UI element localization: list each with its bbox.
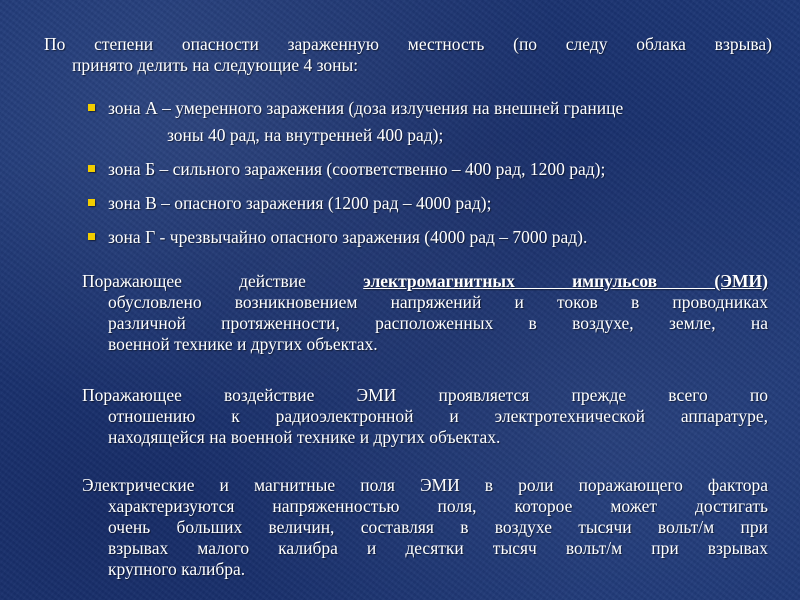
emi-highlight: электромагнитных импульсов (ЭМИ) (363, 271, 768, 291)
intro-line-2: принято делить на следующие 4 зоны: (72, 55, 359, 75)
bullet-square-icon (88, 233, 95, 240)
zone-g-text: зона Г - чрезвычайно опасного заражения (4000 рад – 7000 рад). (108, 227, 588, 247)
zone-a-continuation: зоны 40 рад, на внутренней 400 рад); (167, 125, 444, 145)
paragraph-emi-effect-line-4: военной технике и других объектах. (108, 334, 378, 354)
paragraph-emi-fields (82, 475, 768, 580)
paragraph-emi-fields-line-4: взрывах малого калибра и десятки тысяч вольт/м при взрывах (108, 538, 768, 558)
paragraph-emi-impact-line-2: отношению к радиоэлектронной и электротехнической аппаратуре, (108, 406, 768, 426)
paragraph-emi-effect (82, 271, 768, 355)
paragraph-emi-fields-line-3: очень больших величин, составляя в воздухе тысячи вольт/м при (108, 517, 768, 537)
paragraph-emi-impact (82, 385, 768, 448)
emi-effect-lead: Поражающее действие (82, 271, 306, 291)
paragraph-emi-effect-line-3: различной протяженности, расположенных в воздухе, земле, на (108, 313, 768, 333)
paragraph-emi-effect-line-2: обусловлено возникновением напряжений и токов в проводниках (108, 292, 768, 312)
paragraph-emi-impact-line-1: Поражающее воздействие ЭМИ проявляется прежде всего по (82, 385, 768, 405)
bullet-square-icon (88, 165, 95, 172)
paragraph-emi-fields-line-1: Электрические и магнитные поля ЭМИ в роли поражающего фактора (82, 475, 768, 495)
zone-b-text: зона Б – сильного заражения (соответственно – 400 рад, 1200 рад); (108, 159, 606, 179)
intro-line-1: По степени опасности зараженную местность (по следу облака взрыва) (44, 34, 772, 54)
bullet-square-icon (88, 199, 95, 206)
paragraph-emi-fields-line-2: характеризуются напряженностью поля, которое может достигать (108, 496, 768, 516)
zone-v-text: зона В – опасного заражения (1200 рад – 4000 рад); (108, 193, 492, 213)
bullet-square-icon (88, 104, 95, 111)
paragraph-emi-effect-line-1 (82, 271, 768, 292)
paragraph-emi-fields-line-5: крупного калибра. (108, 559, 246, 579)
paragraph-emi-impact-line-3: находящейся на военной технике и других объектах. (108, 427, 501, 447)
zone-a-text: зона А – умеренного заражения (доза излучения на внешней границе (108, 98, 624, 118)
